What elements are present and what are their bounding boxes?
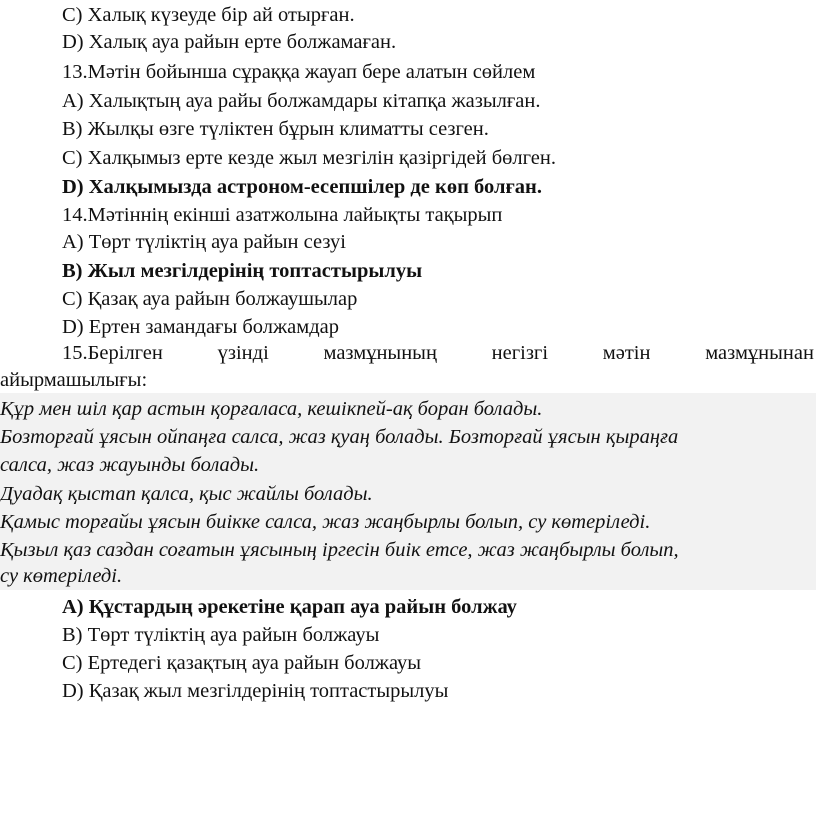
q14-option-c: C) Қазақ ауа райын болжаушылар bbox=[62, 288, 358, 310]
q15-option-b: B) Төрт түліктің ауа райын болжауы bbox=[62, 624, 380, 646]
q15-option-a-answer: A) Құстардың әрекетіне қарап ауа райын болжау bbox=[62, 596, 517, 618]
q15-option-d: D) Қазақ жыл мезгілдерінің топтастырылуы bbox=[62, 680, 449, 702]
q14-option-b-answer: B) Жыл мезгілдерінің топтастырылуы bbox=[62, 260, 423, 282]
q15-stem-word: үзінді bbox=[217, 342, 269, 364]
excerpt-line: Қамыс торғайы ұясын биікке салса, жаз жаңбырлы болып, су көтеріледі. bbox=[0, 511, 651, 533]
excerpt-line: Бозторғай ұясын ойпаңға салса, жаз қуаң болады. Бозторғай ұясын қыраңға bbox=[0, 426, 679, 448]
excerpt-line: су көтеріледі. bbox=[0, 565, 123, 587]
q15-option-c: C) Ертедегі қазақтың ауа райын болжауы bbox=[62, 652, 422, 674]
excerpt-line: салса, жаз жауынды болады. bbox=[0, 454, 260, 476]
q15-stem-word: 15.Берілген bbox=[62, 342, 163, 364]
q13-option-d-answer: D) Халқымызда астроном-есепшілер де көп болған. bbox=[62, 176, 542, 198]
q14-option-a: A) Төрт түліктің ауа райын сезуі bbox=[62, 231, 346, 253]
q15-stem-word: негізгі bbox=[491, 342, 549, 364]
q14-option-d: D) Ертен замандағы болжамдар bbox=[62, 316, 340, 338]
q15-stem-continuation: айырмашылығы: bbox=[0, 369, 148, 391]
q15-stem-word: мәтін bbox=[602, 342, 651, 364]
q15-stem-word: мазмұнының bbox=[323, 342, 437, 364]
q13-option-c: C) Халқымыз ерте кезде жыл мезгілін қазіргідей бөлген. bbox=[62, 147, 556, 169]
q14-stem: 14.Мәтіннің екінші азатжолына лайықты тақырып bbox=[62, 204, 503, 226]
q13-stem: 13.Мәтін бойынша сұраққа жауап бере алатын сөйлем bbox=[62, 61, 536, 83]
q13-option-b: B) Жылқы өзге түліктен бұрын климатты сезген. bbox=[62, 118, 489, 140]
q12-option-d: D) Халық ауа райын ерте болжамаған. bbox=[62, 31, 397, 53]
excerpt-line: Құр мен шіл қар астын қорғаласа, кешікпей-ақ боран болады. bbox=[0, 398, 543, 420]
q15-stem bbox=[62, 340, 814, 366]
excerpt-line: Қызыл қаз саздан соғатын ұясының іргесін биік етсе, жаз жаңбырлы болып, bbox=[0, 539, 679, 561]
q12-option-c: C) Халық күзеуде бір ай отырған. bbox=[62, 4, 355, 26]
q15-stem-word: мазмұнынан bbox=[705, 342, 814, 364]
q13-option-a: A) Халықтың ауа райы болжамдары кітапқа жазылған. bbox=[62, 90, 541, 112]
excerpt-line: Дуадақ қыстап қалса, қыс жайлы болады. bbox=[0, 483, 373, 505]
